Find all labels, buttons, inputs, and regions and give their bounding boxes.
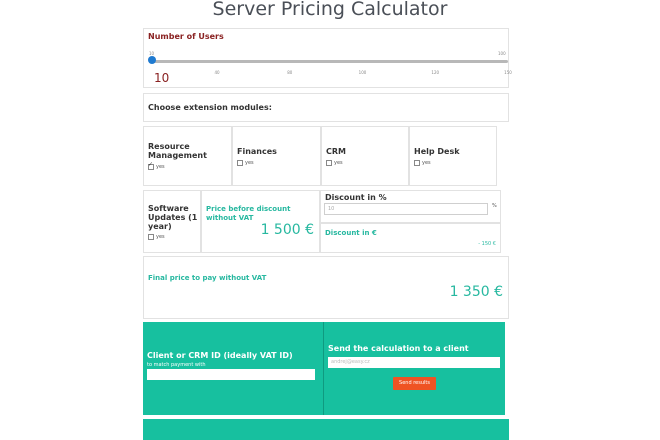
- resource-management-checkbox[interactable]: [148, 164, 154, 170]
- slider-max-label: 100: [498, 51, 506, 56]
- client-panel: [143, 322, 505, 415]
- send-results-button[interactable]: Send results: [393, 377, 436, 390]
- module-name: Software Updates (1 year): [148, 204, 198, 231]
- slider-tick-label: 80: [287, 70, 293, 75]
- modules-heading-panel: [143, 93, 509, 122]
- checkbox-label: yes: [156, 234, 165, 240]
- users-label: Number of Users: [148, 32, 224, 41]
- users-panel: [143, 28, 512, 88]
- help-desk-checkbox[interactable]: [414, 160, 420, 166]
- pct-symbol: %: [492, 203, 497, 209]
- client-email-input[interactable]: andrej@easy.cz: [328, 357, 500, 368]
- users-value: 10: [154, 71, 170, 85]
- discount-eur-value: - 150 €: [478, 241, 496, 247]
- client-id-input[interactable]: [147, 369, 315, 380]
- module-option: [237, 160, 254, 166]
- module-software-updates: [143, 190, 201, 253]
- final-price-panel: [143, 256, 509, 319]
- send-calculation-label: Send the calculation to a client: [328, 344, 469, 353]
- price-before-label: Price before discount without VAT: [206, 205, 291, 222]
- slider-tick-label: 40: [214, 70, 220, 75]
- modules-heading: Choose extension modules:: [148, 103, 272, 112]
- discount-eur-panel: [320, 223, 501, 253]
- users-slider-handle[interactable]: [148, 56, 156, 64]
- final-price-label: Final price to pay without VAT: [148, 274, 267, 282]
- price-before-value: 1 500 €: [260, 222, 314, 238]
- discount-pct-panel: [320, 190, 501, 223]
- page-title: Server Pricing Calculator: [212, 0, 448, 20]
- checkbox-label: yes: [422, 160, 431, 166]
- users-slider[interactable]: [152, 60, 508, 63]
- next-section-panel: [143, 419, 509, 440]
- module-resource-management: [143, 126, 232, 186]
- checkbox-label: yes: [245, 160, 254, 166]
- checkbox-label: yes: [156, 164, 165, 170]
- slider-tick-label: 120: [431, 70, 440, 75]
- module-help-desk: [409, 126, 497, 186]
- finances-checkbox[interactable]: [237, 160, 243, 166]
- discount-pct-label: Discount in %: [325, 193, 387, 202]
- module-name: Help Desk: [414, 147, 460, 156]
- client-panel-divider: [323, 322, 324, 415]
- module-crm: [321, 126, 409, 186]
- crm-checkbox[interactable]: [326, 160, 332, 166]
- checkbox-label: yes: [334, 160, 343, 166]
- module-option: [148, 164, 165, 170]
- module-finances: [232, 126, 321, 186]
- client-id-label: Client or CRM ID (ideally VAT ID): [147, 351, 293, 360]
- module-option: [326, 160, 343, 166]
- final-price-value: 1 350 €: [449, 284, 503, 300]
- discount-eur-label: Discount in €: [325, 229, 377, 237]
- module-name: Resource Management: [148, 142, 207, 160]
- module-option: [414, 160, 431, 166]
- slider-tick-label: 150: [504, 70, 512, 75]
- price-before-panel: [201, 190, 320, 253]
- module-option: [148, 234, 165, 240]
- client-id-sublabel: to match payment with: [147, 362, 206, 368]
- software-updates-checkbox[interactable]: [148, 234, 154, 240]
- slider-tick-label: 100: [358, 70, 367, 75]
- discount-pct-input[interactable]: 10: [324, 203, 488, 215]
- module-name: CRM: [326, 147, 346, 156]
- slider-min-label: 10: [149, 51, 155, 56]
- module-name: Finances: [237, 147, 277, 156]
